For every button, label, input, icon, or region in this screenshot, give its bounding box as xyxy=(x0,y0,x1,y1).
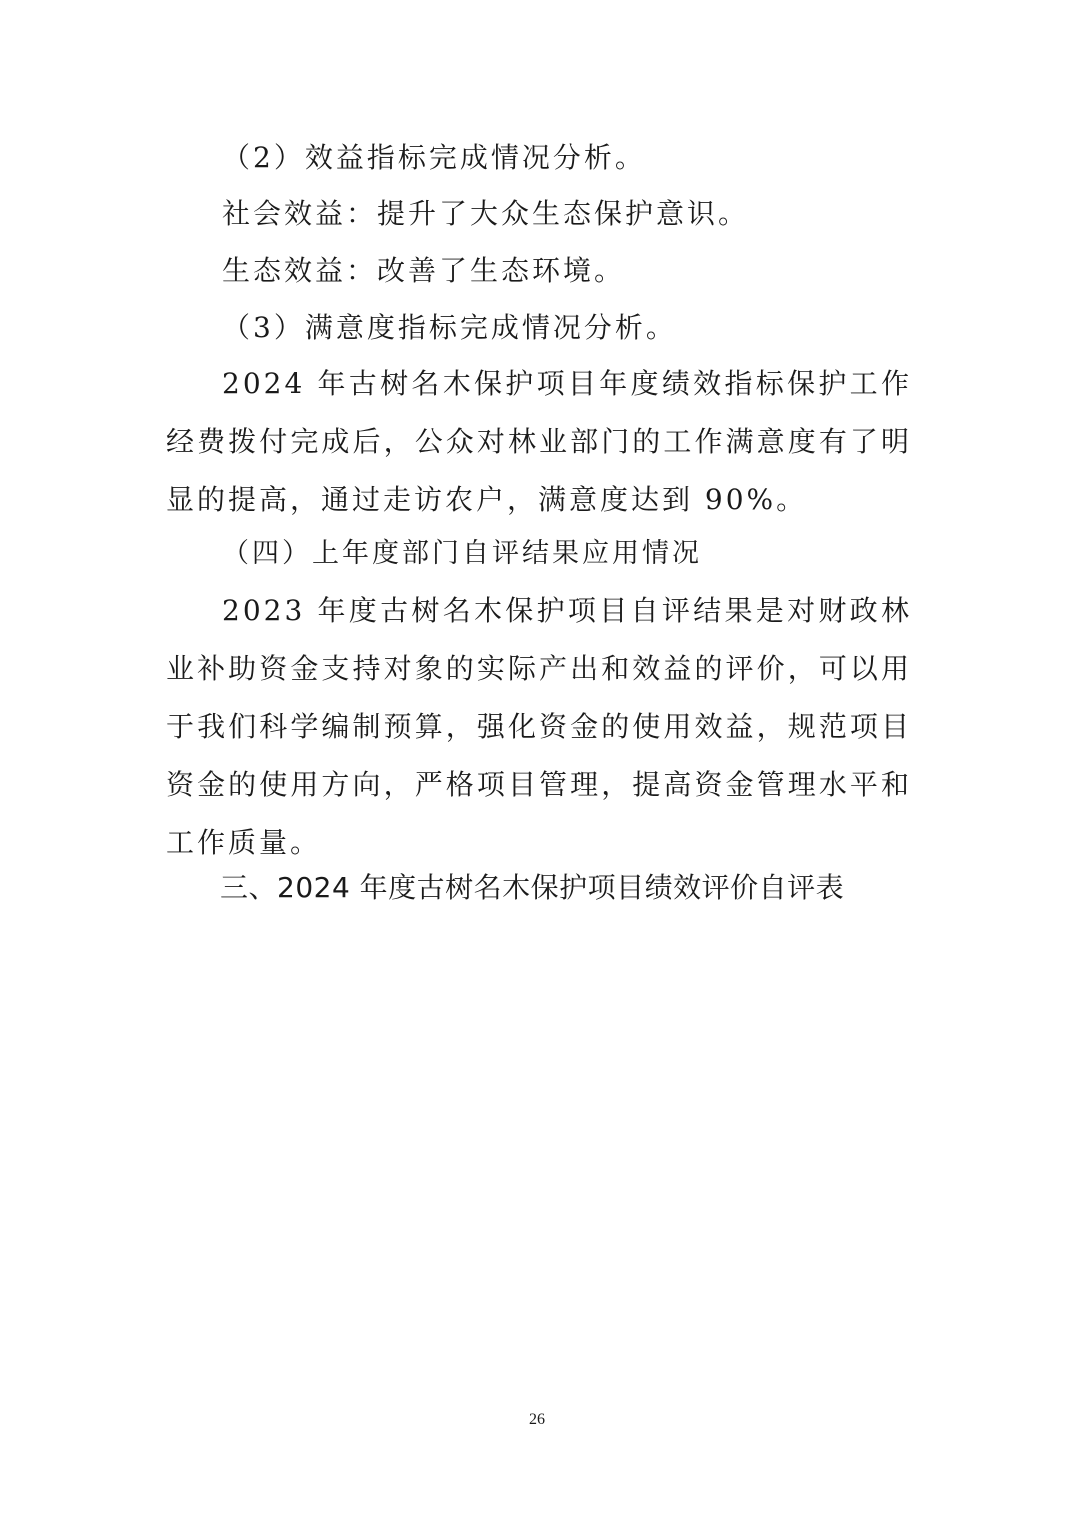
page-number: 26 xyxy=(529,1411,545,1428)
section-4-paragraph: 2023 年度古树名木保护项目自评结果是对财政林业补助资金支持对象的实际产出和效益的评价，可以用于我们科学编制预算，强化资金的使用效益，规范项目资金的使用方向，严格项目管理，提高资金管理水平和工作质量。 xyxy=(166,594,912,859)
benefit-indicator-heading: （2）效益指标完成情况分析。 xyxy=(222,141,646,174)
ecological-benefit-line: 生态效益：改善了生态环境。 xyxy=(222,254,626,287)
social-benefit-line: 社会效益：提升了大众生态保护意识。 xyxy=(222,197,750,230)
satisfaction-paragraph: 2024 年古树名木保护项目年度绩效指标保护工作经费拨付完成后，公众对林业部门的工作满意度有了明显的提高，通过走访农户，满意度达到 90%。 xyxy=(166,367,912,516)
section-3-title: 三、2024 年度古树名木保护项目绩效评价自评表 xyxy=(220,871,845,904)
satisfaction-indicator-heading: （3）满意度指标完成情况分析。 xyxy=(222,311,677,344)
section-4-heading: （四）上年度部门自评结果应用情况 xyxy=(222,538,702,569)
